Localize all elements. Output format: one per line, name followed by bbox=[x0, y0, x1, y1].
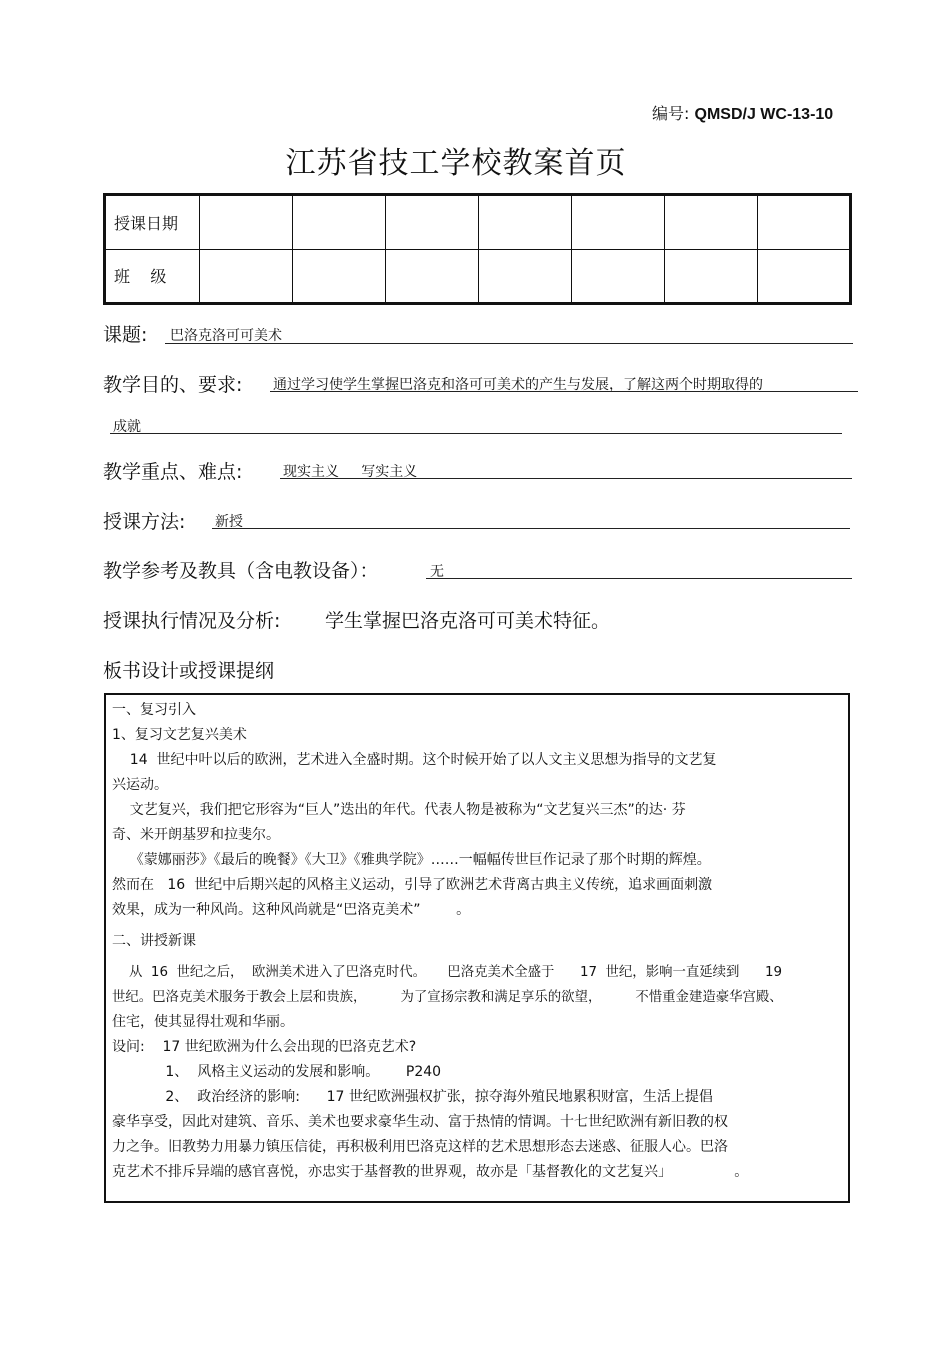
outline-line: 豪华享受，因此对建筑、音乐、美术也要求豪华生动、富于热情的情调。十七世纪欧洲有新旧教的权 bbox=[112, 1114, 728, 1130]
outline-line: 世纪。巴洛克美术服务于教会上层和贵族， 为了宣扬宗教和满足享乐的欲望， 不惜重金建造豪华宫殿、 bbox=[112, 990, 783, 1005]
goal-value-line1: 通过学习使学生掌握巴洛克和洛可可美术的产生与发展，了解这两个时期取得的 bbox=[273, 377, 763, 393]
outline-line: 住宅，使其显得壮观和华丽。 bbox=[112, 1014, 294, 1030]
document-code-value: QMSD/J WC-13-10 bbox=[694, 106, 834, 123]
goal-underline-1 bbox=[270, 391, 858, 392]
outline-line: 然而在 16 世纪中后期兴起的风格主义运动，引导了欧洲艺术背离古典主义传统，追求画面刺激 bbox=[112, 877, 713, 893]
method-label: 授课方法: bbox=[103, 511, 186, 533]
schedule-class-label: 班 级 bbox=[105, 249, 200, 304]
execution-label: 授课执行情况及分析: bbox=[103, 610, 281, 632]
outline-line: 奇、米开朗基罗和拉斐尔。 bbox=[112, 827, 280, 843]
document-title: 江苏省技工学校教案首页 bbox=[285, 146, 627, 181]
schedule-row-class bbox=[105, 249, 851, 304]
schedule-row-date bbox=[105, 195, 851, 250]
key-points-value: 现实主义 写实主义 bbox=[283, 464, 418, 480]
method-value: 新授 bbox=[215, 514, 243, 530]
outline-label: 板书设计或授课提纲 bbox=[103, 660, 275, 682]
outline-line: 力之争。旧教势力用暴力镇压信徒，再积极利用巴洛克这样的艺术思想形态去迷惑、征服人心。巴洛 bbox=[112, 1139, 728, 1155]
outline-line: 1、复习文艺复兴美术 bbox=[112, 727, 247, 743]
reference-label: 教学参考及教具（含电教设备）： bbox=[103, 560, 379, 582]
reference-underline bbox=[426, 578, 852, 579]
method-underline bbox=[212, 528, 850, 529]
schedule-date-label: 授课日期 bbox=[105, 195, 200, 250]
outline-line: 克艺术不排斥异端的感官喜悦，亦忠实于基督教的世界观，故亦是「基督教化的文艺复兴」 。 bbox=[112, 1164, 749, 1180]
topic-value: 巴洛克洛可可美术 bbox=[170, 328, 282, 344]
outline-line: 2、 政治经济的影响: 17 世纪欧洲强权扩张，掠夺海外殖民地累积财富，生活上提倡 bbox=[112, 1089, 713, 1105]
outline-line: 《蒙娜丽莎》《最后的晚餐》《大卫》《雅典学院》……一幅幅传世巨作记录了那个时期的辉煌。 bbox=[112, 852, 711, 868]
outline-box bbox=[104, 693, 850, 1203]
document-code bbox=[652, 101, 833, 124]
execution-value: 学生掌握巴洛克洛可可美术特征。 bbox=[325, 610, 611, 632]
outline-line: 1、 风格主义运动的发展和影响。 P240 bbox=[112, 1064, 442, 1080]
outline-line: 设问: 17 世纪欧洲为什么会出现的巴洛克艺术? bbox=[112, 1039, 417, 1055]
key-points-underline bbox=[280, 478, 852, 479]
outline-line: 二、讲授新课 bbox=[112, 933, 196, 949]
goal-underline-2 bbox=[110, 433, 842, 434]
outline-line: 兴运动。 bbox=[112, 777, 168, 793]
outline-line: 14 世纪中叶以后的欧洲，艺术进入全盛时期。这个时候开始了以人文主义思想为指导的文艺复 bbox=[112, 752, 717, 768]
topic-underline bbox=[165, 343, 853, 344]
goal-value-line2: 成就 bbox=[113, 419, 141, 435]
key-points-label: 教学重点、难点: bbox=[103, 461, 243, 483]
outline-line: 从 16 世纪之后， 欧洲美术进入了巴洛克时代。 巴洛克美术全盛于 17 世纪，影响一直延续到 19 bbox=[112, 965, 783, 980]
outline-line: 一、复习引入 bbox=[112, 702, 196, 718]
outline-line: 文艺复兴，我们把它形容为“巨人”迭出的年代。代表人物是被称为“文艺复兴三杰”的达· 芬 bbox=[112, 802, 686, 818]
outline-line: 效果，成为一种风尚。这种风尚就是“巴洛克美术” 。 bbox=[112, 902, 471, 918]
goal-label: 教学目的、要求: bbox=[103, 374, 243, 396]
reference-value: 无 bbox=[430, 564, 444, 580]
document-code-label: 编号: bbox=[652, 104, 690, 123]
schedule-table bbox=[103, 193, 852, 305]
topic-label: 课题: bbox=[103, 324, 148, 346]
